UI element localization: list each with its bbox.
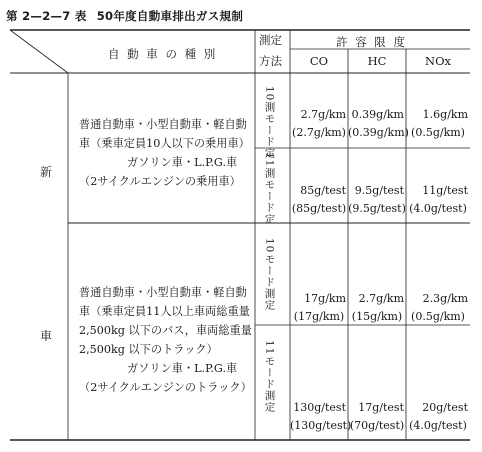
group1-desc-line: ガソリン車・L.P.G.車 [127,156,238,169]
vehicle-label: 車 [40,329,53,343]
g2r1-nox-existing: (0.5g/km) [411,310,465,323]
group2-desc-line: 普通自動車・小型自動車・軽自動 [79,286,247,299]
group1-description [79,115,250,191]
group2-desc-line: 車（乗車定員11人以上車両総重量 [79,305,250,318]
group1-row1-method: 10測モード定 [263,86,276,159]
g2r2-co: 130g/test [293,401,346,414]
group2-desc-line: （2サイクルエンジンのトラック） [79,381,252,394]
group2-description [79,283,252,397]
g2r1-co: 17g/km [304,292,346,305]
g1r2-nox-existing: (4.0g/test) [409,202,467,215]
g1r1-nox: 1.6g/km [422,108,468,121]
header-co: CO [309,54,329,68]
g1r2-co: 85g/test [300,184,346,197]
g2r1-co-existing: (17g/km) [293,310,345,323]
g2r1-hc: 2.7g/km [358,292,404,305]
g1r1-co: 2.7g/km [300,108,346,121]
g2r2-co-existing: (130g/test) [290,419,352,432]
group1-desc-line: 普通自動車・小型自動車・軽自動 [79,118,247,131]
group2-desc-line: ガソリン車・L.P.G.車 [127,362,238,375]
g1r2-hc-existing: (9.5g/test) [348,202,406,215]
new-label: 新 [40,165,53,179]
g1r2-co-existing: (85g/test) [291,202,347,215]
g1r1-hc: 0.39g/km [351,108,404,121]
g2r1-nox: 2.3g/km [422,292,468,305]
header-limits: 許 容 限 度 [336,35,407,49]
g1r2-hc: 9.5g/test [354,184,404,197]
g1r2-nox: 11g/test [422,184,468,197]
group1-desc-line: （2サイクルエンジンの乗用車） [79,175,241,188]
header-nox: NOx [425,54,451,68]
header-method-line2: 方法 [259,54,282,68]
group2-row1-method: 10モード測定 [263,238,276,311]
g1r1-nox-existing: (0.5g/km) [411,126,465,139]
header-method-line1: 測定 [259,33,282,47]
header-hc: HC [367,54,387,68]
group1-row2-method: 11測モード定 [263,152,276,225]
g2r2-nox-existing: (4.0g/test) [409,419,467,432]
g2r2-hc: 17g/test [358,401,404,414]
g2r2-hc-existing: (70g/test) [349,419,405,432]
g2r1-hc-existing: (15g/km) [351,310,403,323]
table-title: 50年度自動車排出ガス規制 [96,9,244,23]
header-category: 自 動 車 の 種 別 [108,47,218,61]
group2-row2-method: 11モード測定 [263,340,276,413]
table-number: 第 2—2—7 表 [6,9,87,23]
g1r1-hc-existing: (0.39g/km) [348,126,409,139]
group2-desc-line: 2,500kg 以下のバス，車両総重量 [79,324,252,337]
g1r1-co-existing: (2.7g/km) [292,126,346,139]
g2r2-nox: 20g/test [422,401,468,414]
group1-desc-line: 車（乗車定員10人以下の乗用車） [79,137,250,150]
group2-desc-line: 2,500kg 以下のトラック） [79,343,218,356]
